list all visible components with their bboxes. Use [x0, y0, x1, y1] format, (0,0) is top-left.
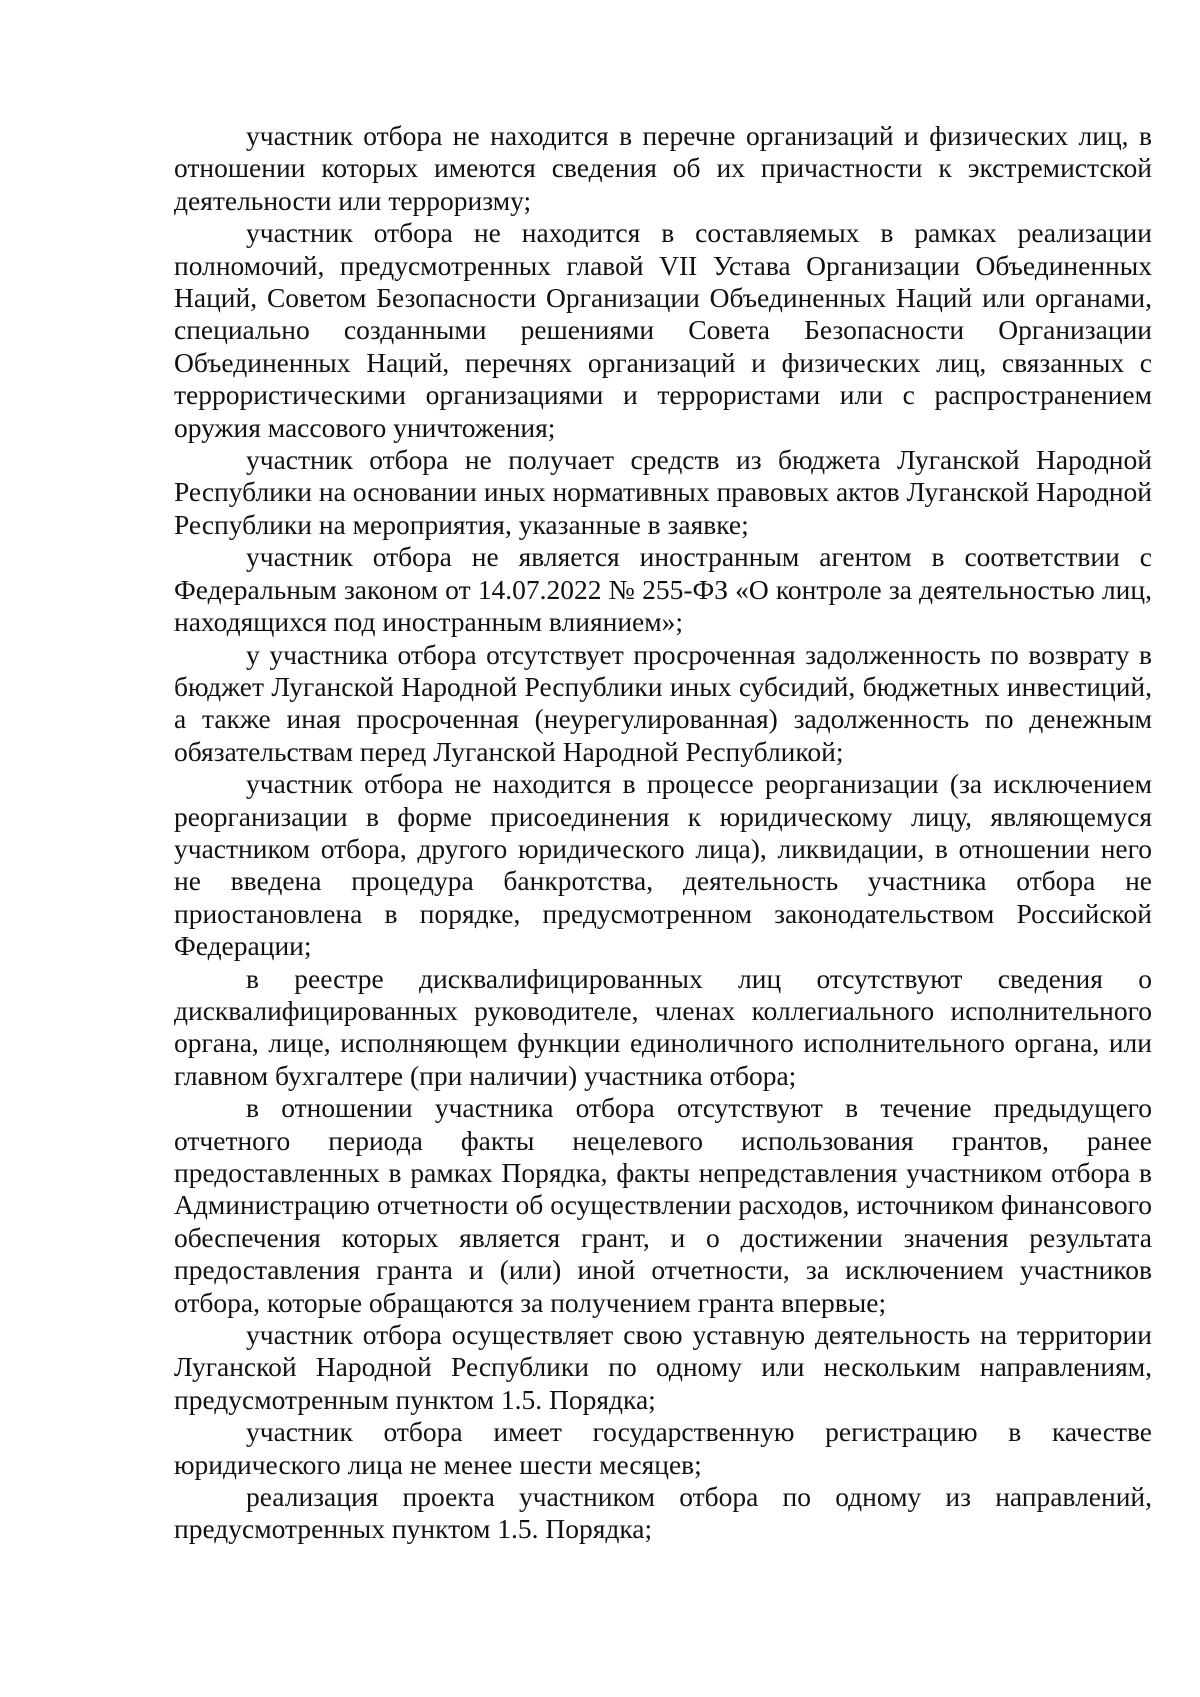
paragraph-state-registration: участник отбора имеет государственную регистрацию в качестве юридического лица не менее шести месяцев; [174, 1416, 1152, 1480]
document-body [174, 120, 1152, 1546]
paragraph-statutory-activity: участник отбора осуществляет свою уставную деятельность на территории Луганской Народной Республики по одному или нескольким направлениям, предусмотренным пунктом 1.5. Порядка; [174, 1319, 1152, 1415]
paragraph-no-budget-funds: участник отбора не получает средств из бюджета Луганской Народной Республики на основании иных нормативных правовых актов Луганской Народной Республики на мероприятия, указанные в заявке; [174, 444, 1152, 540]
paragraph-overdue-debt: у участника отбора отсутствует просроченная задолженность по возврату в бюджет Луганской Народной Республики иных субсидий, бюджетных инвестиций, а также иная просроченная (неурегулированная) задолженность по денежным обязательствам перед Луганской Народной Республикой; [174, 638, 1152, 767]
paragraph-misuse-of-grants: в отношении участника отбора отсутствуют в течение предыдущего отчетного периода факты нецелевого использования грантов, ранее предоставленных в рамках Порядка, факты непредставления участником отбора в Администрацию отчетности об осуществлении расходов, источником финансового обеспечения которых является грант, и о достижении значения результата предоставления гранта и (или) иной отчетности, за исключением участников отбора, которые обращаются за получением гранта впервые; [174, 1092, 1152, 1318]
paragraph-un-sanctions-list: участник отбора не находится в составляемых в рамках реализации полномочий, предусмотренных главой VII Устава Организации Объединенных Наций, Советом Безопасности Организации Объединенных Наций или органами, специально созданными решениями Совета Безопасности Организации Объединенных Наций, перечнях организаций и физических лиц, связанных с террористическими организациями и террористами или с распространением оружия массового уничтожения; [174, 217, 1152, 443]
paragraph-disqualified-persons: в реестре дисквалифицированных лиц отсутствуют сведения о дисквалифицированных руководителе, членах коллегиального исполнительного органа, лице, исполняющем функции единоличного исполнительного органа, или главном бухгалтере (при наличии) участника отбора; [174, 962, 1152, 1091]
paragraph-extremism-list: участник отбора не находится в перечне организаций и физических лиц, в отношении которых имеются сведения об их причастности к экстремистской деятельности или терроризму; [174, 120, 1152, 216]
paragraph-foreign-agent: участник отбора не является иностранным агентом в соответствии с Федеральным законом от 14.07.2022 № 255-ФЗ «О контроле за деятельностью лиц, находящихся под иностранным влиянием»; [174, 541, 1152, 638]
paragraph-project-implementation: реализация проекта участником отбора по одному из направлений, предусмотренных пунктом 1.5. Порядка; [174, 1481, 1152, 1545]
paragraph-reorganization: участник отбора не находится в процессе реорганизации (за исключением реорганизации в форме присоединения к юридическому лицу, являющемуся участником отбора, другого юридического лица), ликвидации, в отношении него не введена процедура банкротства, деятельность участника отбора не приостановлена в порядке, предусмотренном законодательством Российской Федерации; [174, 768, 1152, 962]
